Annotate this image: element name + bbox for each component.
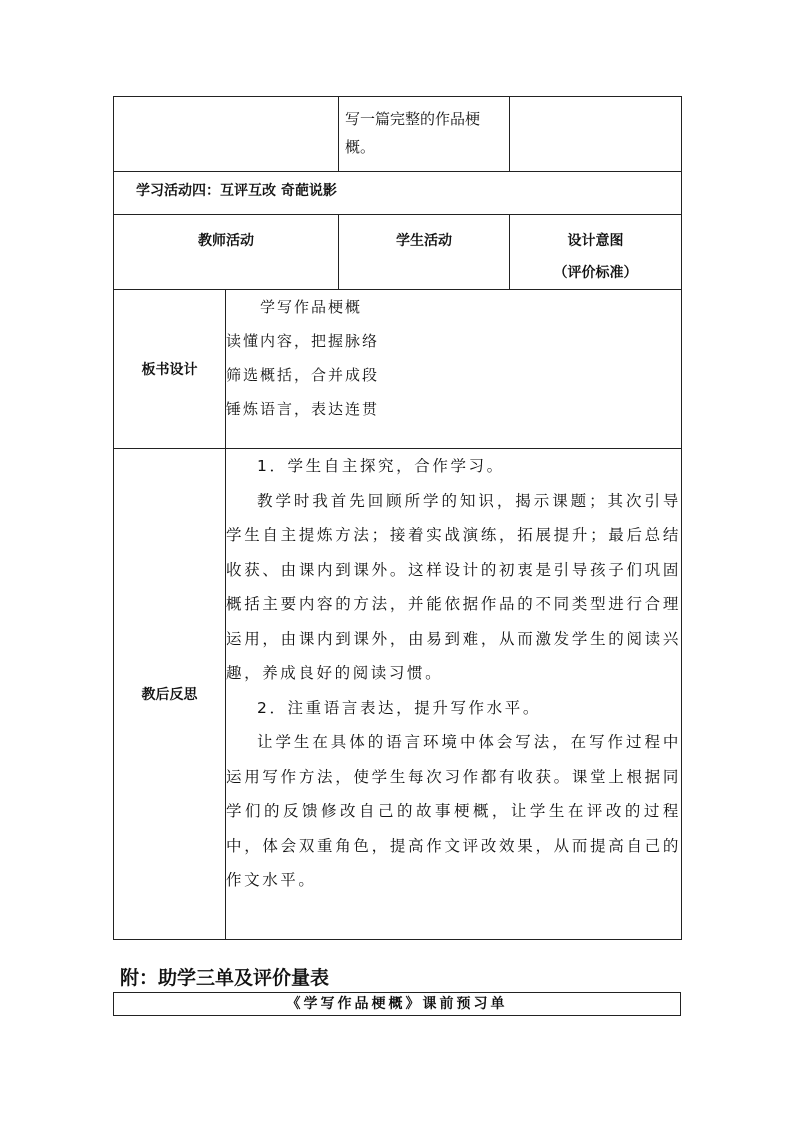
header-teacher-activity: 教师活动 — [114, 215, 339, 290]
table-row — [114, 172, 682, 215]
board-line: 锤炼语言，表达连贯 — [226, 400, 380, 418]
table-row — [114, 290, 682, 449]
reflection-label: 教后反思 — [114, 449, 226, 940]
preview-sheet-title: 《学写作品梗概》课前预习单 — [113, 992, 681, 1016]
teacher-activity-cell — [114, 97, 339, 172]
reflection-paragraph: 1．学生自主探究，合作学习。 — [257, 457, 505, 475]
header-design-intent: 设计意图 （评价标准） — [510, 215, 682, 290]
reflection-content — [226, 449, 682, 940]
reflection-paragraph: 2．注重语言表达，提升写作水平。 — [257, 698, 541, 717]
board-design-label: 板书设计 — [114, 290, 226, 449]
appendix-title: 附：助学三单及评价量表 — [120, 967, 330, 989]
design-intent-cell — [510, 97, 682, 172]
reflection-paragraph: 让学生在具体的语言环境中体会写法，在写作过程中运用写作方法，使学生每次习作都有收获。课堂上根据同学们的反馈修改自己的故事梗概，让学生在评改的过程中，体会双重角色，提高作文评改效果，从而提高自己的作文水平。 — [226, 733, 681, 889]
lesson-plan-table — [113, 96, 682, 940]
reflection-paragraph: 教学时我首先回顾所学的知识，揭示课题；其次引导学生自主提炼方法；接着实战演练，拓展提升；最后总结收获、由课内到课外。这样设计的初衷是引导孩子们巩固概括主要内容的方法，并能依据作品的不同类型进行合理运用，由课内到课外，由易到难，从而激发学生的阅读兴趣，养成良好的阅读习惯。 — [226, 491, 681, 682]
board-design-content — [226, 290, 682, 449]
activity-four-title: 学习活动四：互评互改 奇葩说影 — [114, 172, 682, 215]
header-student-activity: 学生活动 — [339, 215, 510, 290]
student-activity-cell: 写一篇完整的作品梗概。 — [339, 97, 510, 172]
board-line: 读懂内容，把握脉络 — [226, 332, 380, 350]
table-row — [114, 449, 682, 940]
board-line: 筛选概括，合并成段 — [226, 366, 380, 384]
board-title: 学写作品梗概 — [260, 298, 363, 316]
table-row — [114, 97, 682, 172]
table-header-row — [114, 215, 682, 290]
